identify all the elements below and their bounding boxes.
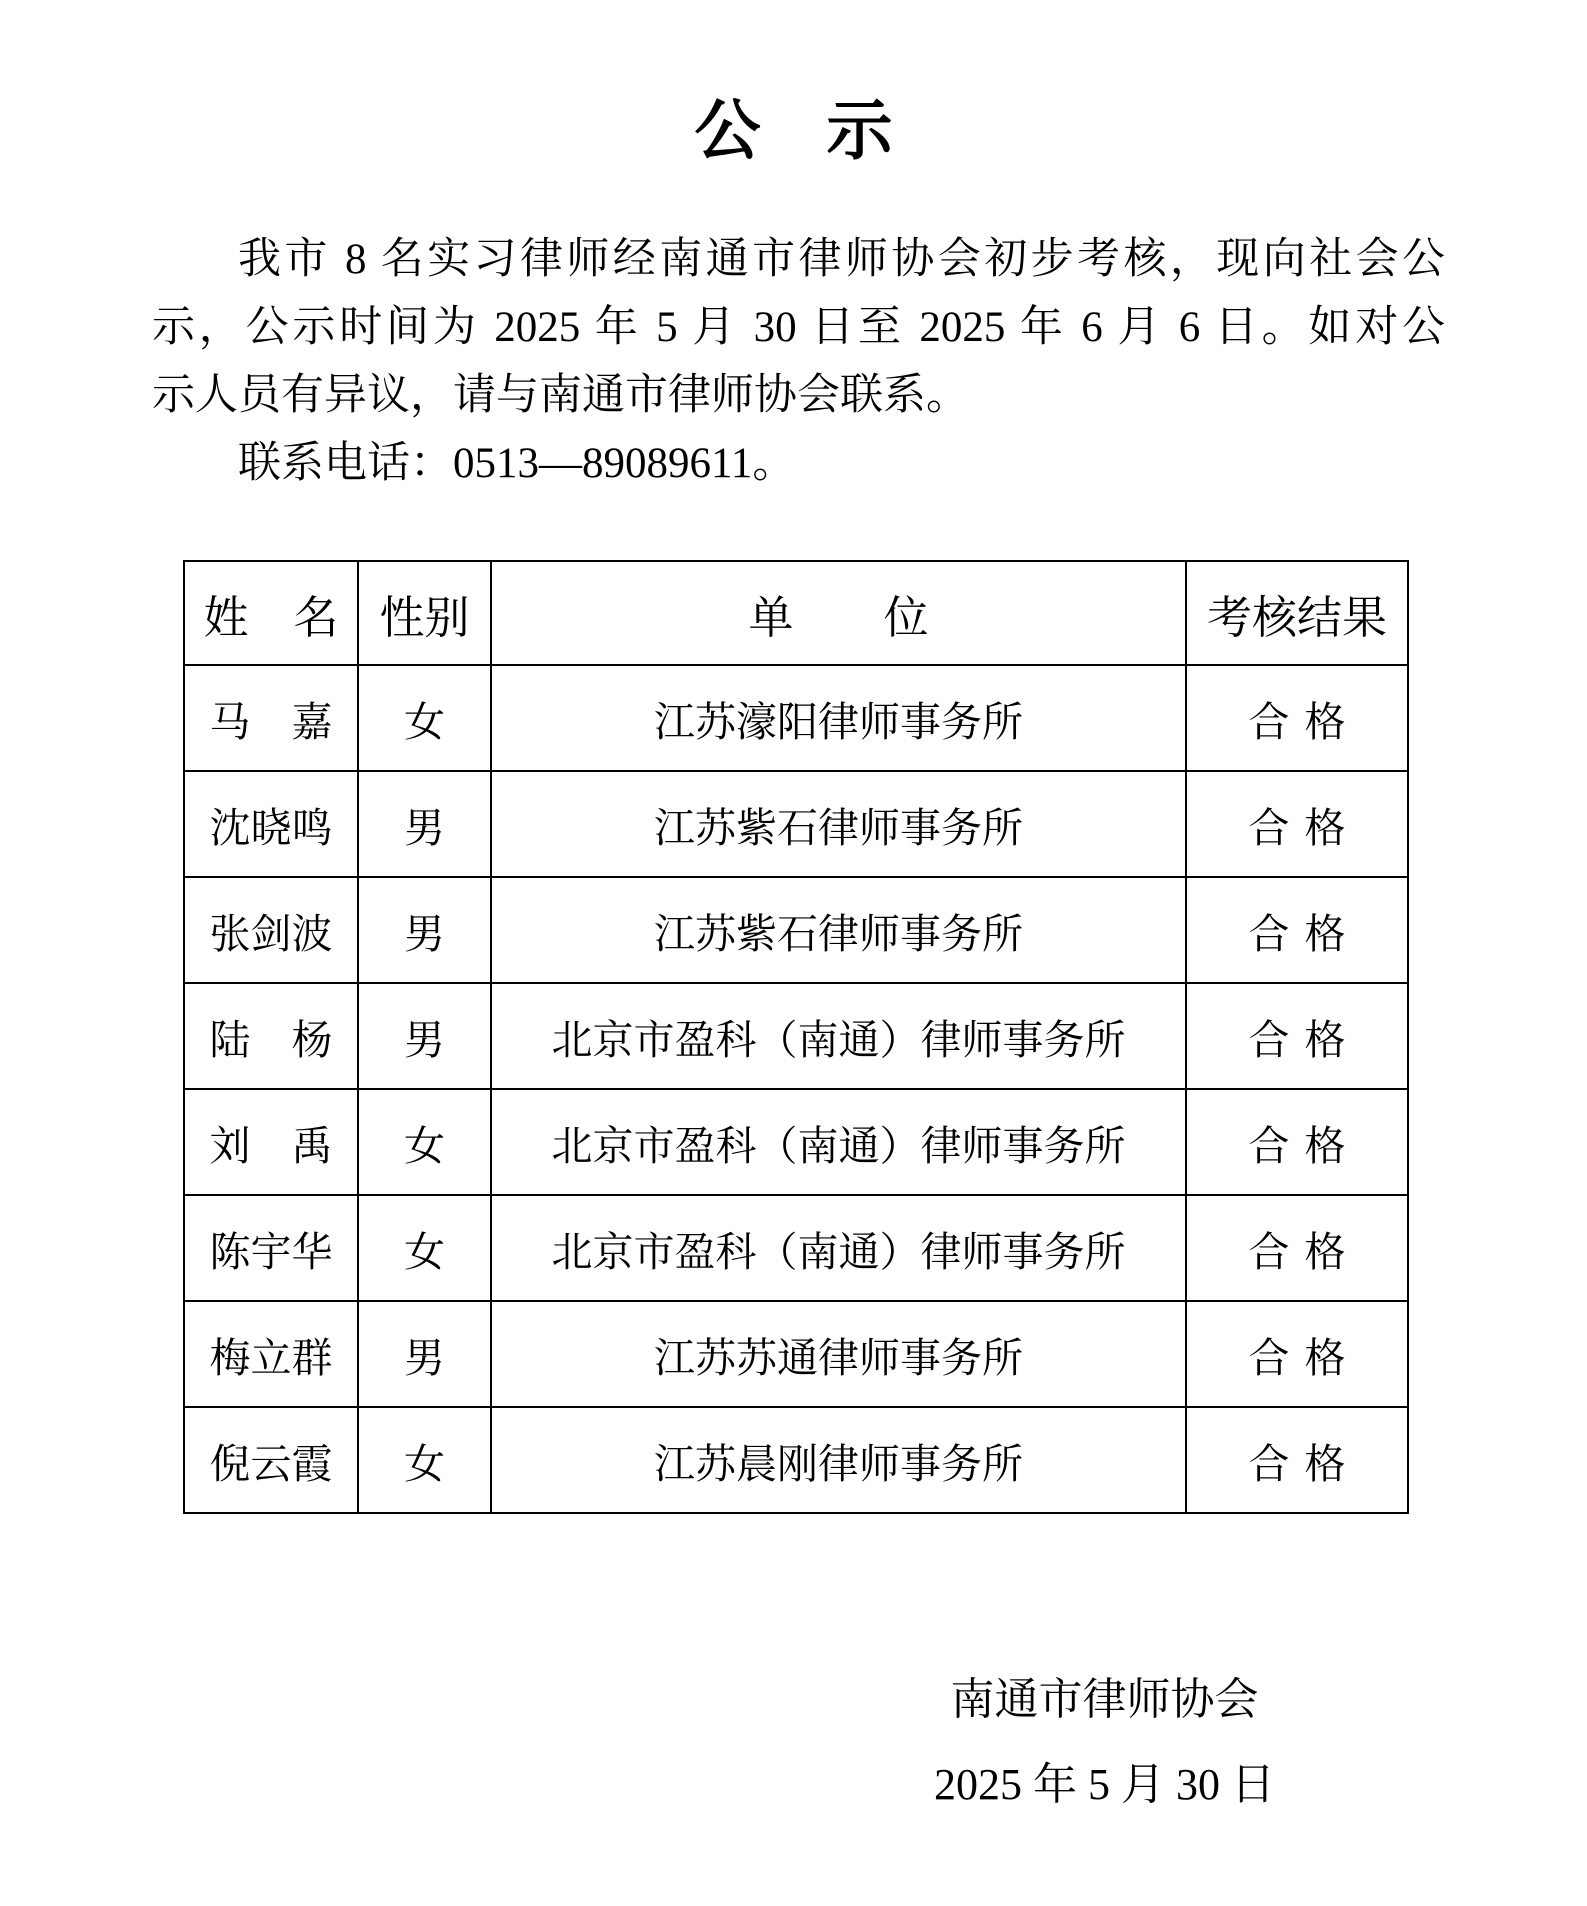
- notice-paragraph: [152, 226, 1445, 498]
- gender-cell: 女: [358, 1195, 491, 1301]
- name-cell: 张剑波: [184, 877, 358, 983]
- unit-cell: 北京市盈科（南通）律师事务所: [491, 1195, 1186, 1301]
- name-cell: 陈宇华: [184, 1195, 358, 1301]
- unit-cell: 江苏晨刚律师事务所: [491, 1407, 1186, 1513]
- contact-phone-line: 联系电话：0513—89089611。: [238, 440, 796, 487]
- name-cell: 沈晓鸣: [184, 771, 358, 877]
- results-table: [183, 560, 1409, 1514]
- unit-cell: 北京市盈科（南通）律师事务所: [491, 983, 1186, 1089]
- name-cell: 倪云霞: [184, 1407, 358, 1513]
- result-cell: 合格: [1186, 1089, 1408, 1195]
- name-cell: 马 嘉: [184, 665, 358, 771]
- unit-cell: 江苏苏通律师事务所: [491, 1301, 1186, 1407]
- signature-date: 2025 年 5 月 30 日: [934, 1760, 1275, 1809]
- header-unit: 单 位: [491, 561, 1186, 665]
- result-cell: 合格: [1186, 1195, 1408, 1301]
- table-header-row: [184, 561, 1408, 665]
- paragraph-line: 我市 8 名实习律师经南通市律师协会初步考核，现向社会公: [238, 236, 1445, 283]
- table-row: [184, 877, 1408, 983]
- gender-cell: 女: [358, 1089, 491, 1195]
- unit-cell: 江苏紫石律师事务所: [491, 877, 1186, 983]
- table-row: [184, 1089, 1408, 1195]
- result-cell: 合格: [1186, 771, 1408, 877]
- result-cell: 合格: [1186, 877, 1408, 983]
- header-gender: 性别: [358, 561, 491, 665]
- table-row: [184, 665, 1408, 771]
- table-row: [184, 771, 1408, 877]
- name-cell: 刘 禹: [184, 1089, 358, 1195]
- page-title: 公 示: [694, 95, 893, 168]
- table-row: [184, 983, 1408, 1089]
- unit-cell: 江苏紫石律师事务所: [491, 771, 1186, 877]
- header-result: 考核结果: [1186, 561, 1408, 665]
- paragraph-line: 示，公示时间为 2025 年 5 月 30 日至 2025 年 6 月 6 日。如对公: [152, 304, 1445, 351]
- result-cell: 合格: [1186, 665, 1408, 771]
- table-row: [184, 1407, 1408, 1513]
- result-cell: 合格: [1186, 1301, 1408, 1407]
- unit-cell: 江苏濠阳律师事务所: [491, 665, 1186, 771]
- table-row: [184, 1195, 1408, 1301]
- gender-cell: 男: [358, 771, 491, 877]
- result-cell: 合格: [1186, 1407, 1408, 1513]
- result-cell: 合格: [1186, 983, 1408, 1089]
- table-row: [184, 1301, 1408, 1407]
- gender-cell: 女: [358, 665, 491, 771]
- paragraph-line: 示人员有异议，请与南通市律师协会联系。: [152, 372, 969, 419]
- gender-cell: 男: [358, 983, 491, 1089]
- gender-cell: 男: [358, 1301, 491, 1407]
- unit-cell: 北京市盈科（南通）律师事务所: [491, 1089, 1186, 1195]
- signature-organization: 南通市律师协会: [950, 1675, 1259, 1724]
- name-cell: 陆 杨: [184, 983, 358, 1089]
- gender-cell: 女: [358, 1407, 491, 1513]
- name-cell: 梅立群: [184, 1301, 358, 1407]
- header-name: 姓 名: [184, 561, 358, 665]
- gender-cell: 男: [358, 877, 491, 983]
